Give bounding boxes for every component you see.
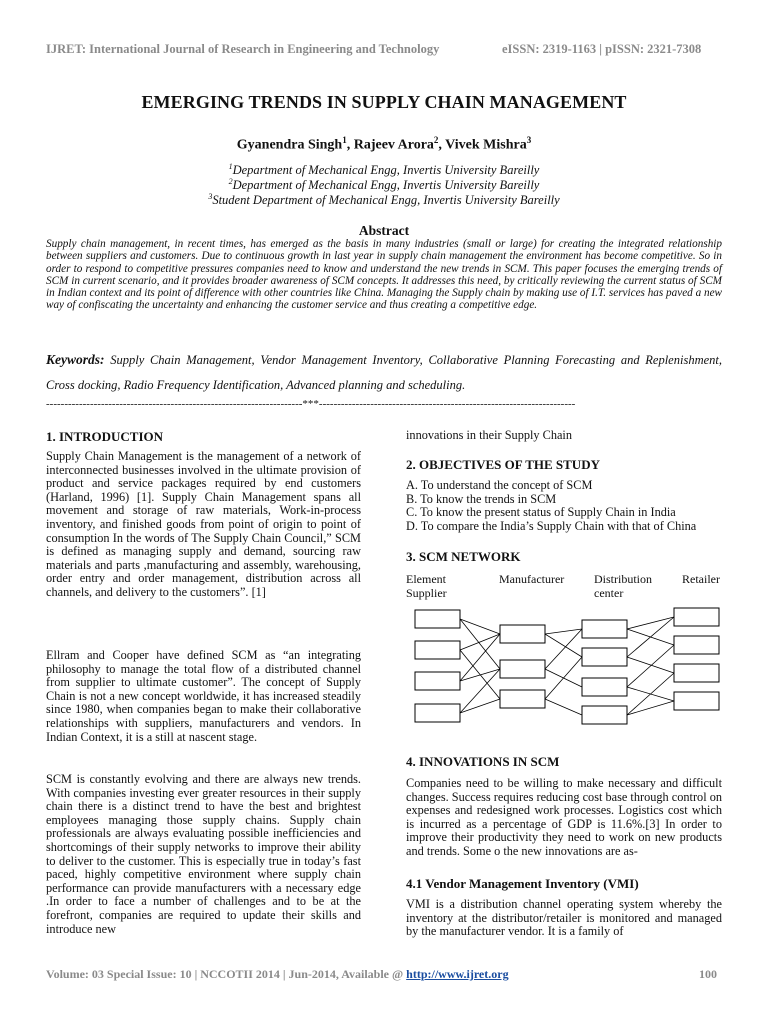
objective-item: C. To know the present status of Supply Chain in India (406, 505, 676, 520)
author-sup: 1 (342, 135, 347, 145)
retailer-box (674, 664, 719, 682)
retailer-box (674, 636, 719, 654)
retailer-box (674, 692, 719, 710)
supplier-box (415, 672, 460, 690)
manufacturer-box (500, 625, 545, 643)
affiliation-text: Department of Mechanical Engg, Invertis University Bareilly (232, 178, 540, 193)
retailer-box (674, 608, 719, 626)
author-name: Rajeev Arora (353, 137, 434, 153)
supplier-box (415, 704, 460, 722)
scm-network-diagram (406, 600, 726, 735)
author-sup: 3 (526, 135, 532, 145)
connector (460, 669, 500, 681)
affiliation-sup: 2 (228, 177, 233, 186)
supplier-box (415, 610, 460, 628)
center-label: center (594, 586, 624, 600)
distribution-box (582, 678, 627, 696)
journal-header: IJRET: International Journal of Research in Engineering and Technology (46, 42, 440, 56)
network-heading: 3. SCM NETWORK (406, 549, 521, 564)
objectives-list (406, 479, 722, 533)
affiliation (0, 192, 768, 208)
keywords (46, 347, 722, 398)
page-number: 100 (699, 967, 717, 981)
element-label: Element (406, 572, 446, 586)
affiliation-text: Department of Mechanical Engg, Invertis University Bareilly (232, 163, 540, 178)
vmi-text: VMI is a distribution channel operating system whereby the inventory at the distributor/retailer is monitored and managed by the manufacturer vendor. It is a family of (406, 897, 722, 939)
connector (460, 634, 500, 650)
connector (545, 699, 582, 715)
keywords-text: Supply Chain Management, Vendor Management Inventory, Collaborative Planning Forecasting and Replenishment, Cross docking, Radio Frequency Identification, Advanced planning and scheduling. (46, 353, 722, 392)
distribution-box (582, 706, 627, 724)
abstract-text: Supply chain management, in recent times, has emerged as the basis in many industries (small or large) for creating the integrated relationship between suppliers and customers. Due to continuous growth in last year in supply chain management the environment has become competitive. So in order to respond to competitive pressures companies need to know and understand the new trends in SCM. This paper focuses the emerging trends of SCM in current scenario, and it provides broader awareness of SCM concepts. It addresses this need, by critically reviewing the current status of SCM in Indian context and its point of difference with other countries like China. Managing the Supply chain by making use of I.T. services has paved a new way of confiscating the uncertainty and enhancing the customer service and thus creating a competitive edge. (46, 238, 722, 312)
footer-text: Volume: 03 Special Issue: 10 | NCCOTII 2014 | Jun-2014, Available @ (46, 967, 407, 981)
issn-header: eISSN: 2319-1163 | pISSN: 2321-7308 (502, 42, 702, 56)
connector (627, 657, 674, 673)
affiliation (0, 162, 768, 178)
distribution-box (582, 648, 627, 666)
manufacturer-box (500, 690, 545, 708)
affiliation (0, 177, 768, 193)
objective-item: A. To understand the concept of SCM (406, 478, 593, 492)
keywords-label: Keywords: (46, 352, 105, 367)
section-divider: ----------------------------------------------------------------------***---------------------------------------------------------------------- (46, 398, 576, 410)
paper-title: EMERGING TRENDS IN SUPPLY CHAIN MANAGEMENT (141, 92, 627, 112)
author-list: Gyanendra Singh$^1$, Rajeev Arora$^2$, Vivek Mishra$^3$ (236, 135, 532, 153)
intro-paragraph-1: Supply Chain Management is the management of a network of interconnected businesses involved in the ultimate provision of product and service packages required by end customers (Harland, 1996) [1]. Supply Chain Management spans all movement and storage of raw materials, Work-in-process inventory, and finished goods from point of origin to point of consumption In the words of The Supply Chain Council,” SCM is defined as managing supply and demand, sourcing raw materials and parts ,manufacturing and assembly, warehousing, order entry and order management, distribution across all channels, and delivery to the customers”. [1] (46, 449, 361, 599)
intro-continuation: innovations in their Supply Chain (406, 428, 573, 442)
author-name: Vivek Mishra (445, 137, 527, 153)
objective-item: B. To know the trends in SCM (406, 491, 557, 506)
connector (545, 634, 582, 657)
vmi-heading: 4.1 Vendor Management Inventory (VMI) (406, 876, 639, 891)
innovations-heading: 4. INNOVATIONS IN SCM (406, 754, 560, 769)
distribution-label: Distribution (594, 572, 653, 586)
journal-link[interactable]: http://www.ijret.org (406, 967, 509, 981)
author-sup: 2 (433, 135, 439, 145)
affiliation-sup: 1 (228, 162, 233, 171)
connector (627, 701, 674, 715)
manufacturer-label: Manufacturer (499, 572, 565, 586)
objective-item: D. To compare the India’s Supply Chain with that of China (406, 518, 697, 533)
affiliation-text: Student Department of Mechanical Engg, Invertis University Bareilly (212, 193, 560, 208)
objectives-heading: 2. OBJECTIVES OF THE STUDY (406, 457, 600, 472)
supplier-label: Supplier (406, 586, 447, 600)
intro-paragraph-3: SCM is constantly evolving and there are always new trends. With companies investing ever greater resources in their supply chain there is a distinct trend to have the best and brightest employees managing those supply chains. Supply chain professionals are always evaluating possible inefficiencies and shortcomings of their supply networks to improve their ability to deliver to the customer. This is especially true in today’s fast paced, highly competitive environment where supply chain performance can provide manufacturers with a necessary edge .In order to face a number of challenges and to be at the forefront, companies are required to update their skills and introduce new (46, 772, 361, 936)
connector (545, 629, 582, 634)
retailer-label: Retailer (682, 572, 720, 586)
manufacturer-box (500, 660, 545, 678)
page-footer (46, 967, 722, 982)
connector (627, 673, 674, 715)
intro-paragraph-2: Ellram and Cooper have defined SCM as “an integrating philosophy to manage the total flow of a distributed channel from supplier to ultimate customer”. The concept of Supply Chain is not a new concept worldwide, it has increased steadily since 1980, when companies began to make their collaborative relationships with suppliers, manufacturers and vendors. In Indian Context, it is a still at nascent stage. (46, 648, 361, 744)
intro-heading: 1. INTRODUCTION (46, 429, 164, 444)
affiliation-sup: 3 (208, 192, 213, 201)
author-name: Gyanendra Singh (236, 137, 343, 153)
supplier-box (415, 641, 460, 659)
distribution-box (582, 620, 627, 638)
abstract-heading: Abstract (358, 223, 410, 238)
innovations-text: Companies need to be willing to make necessary and difficult changes. Success requires reducing cost base through control on expenses and redesigned work processes. Logistics cost which is incurred as a percentage of GDP is 11.6%.[3] In order to improve their productivity they need to work on new products and trends. Some o the new innovations are as- (406, 776, 722, 858)
